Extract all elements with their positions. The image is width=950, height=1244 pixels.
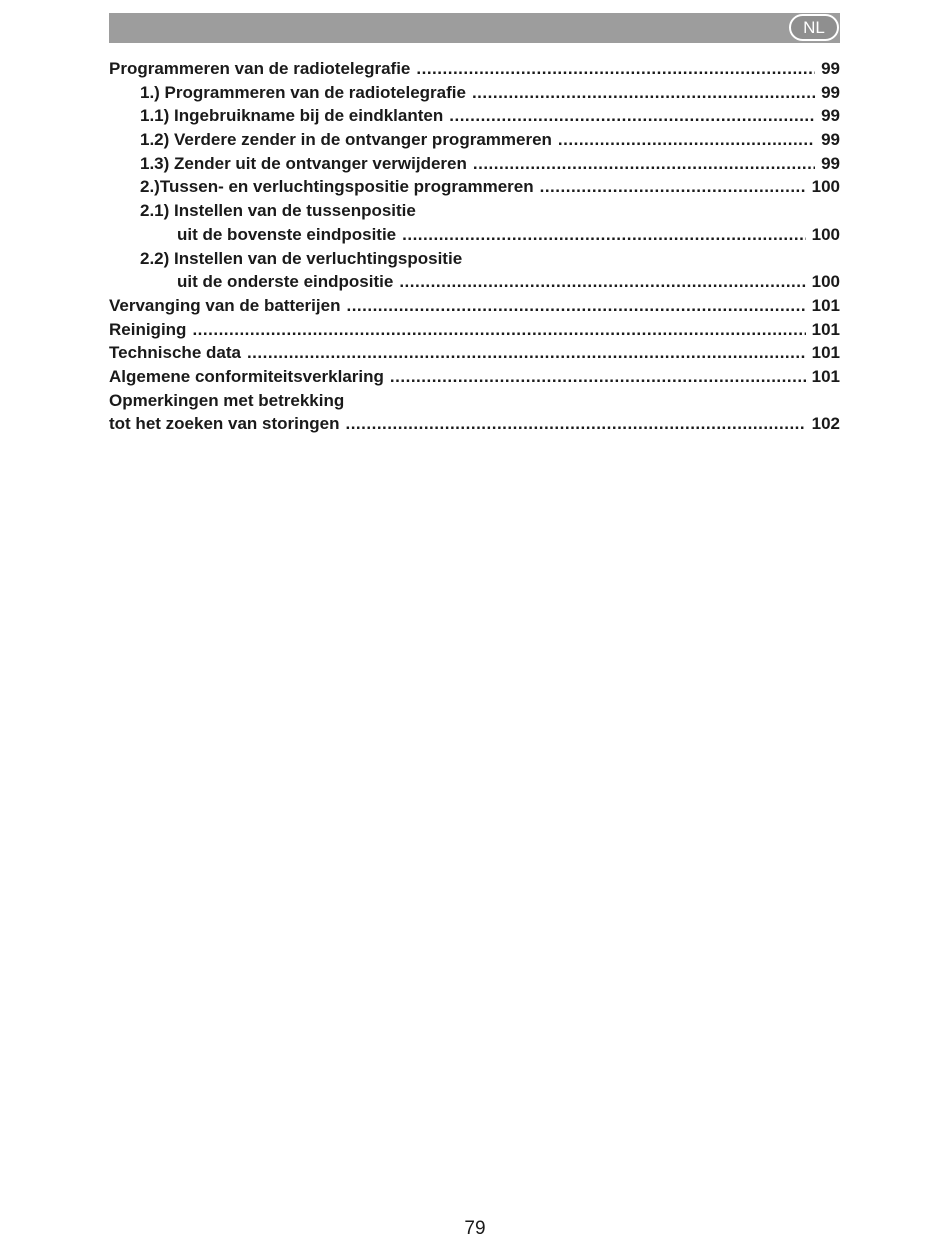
- toc-entry-label: Reiniging: [109, 319, 187, 339]
- toc-entry-label: Technische data: [109, 343, 241, 363]
- toc-entry-label: Vervanging van de batterijen: [109, 295, 341, 315]
- toc-entry: [109, 81, 840, 105]
- toc-entry-page: 99: [821, 82, 840, 102]
- toc-entry-label: 1.1) Ingebruikname bij de eindklanten: [140, 106, 444, 126]
- toc-entry-page: 99: [821, 106, 840, 126]
- header-bar: [109, 13, 840, 43]
- toc-entry-label: Algemene conformiteitsverklaring: [109, 366, 384, 386]
- toc-leader-dots: [345, 412, 805, 436]
- toc-entry-label: 2.2) Instellen van de verluchtingspositie: [140, 248, 463, 268]
- toc-entry-page: 100: [811, 272, 840, 292]
- toc-leader-dots: [346, 294, 805, 318]
- toc-entry: [109, 57, 840, 81]
- toc-entry-page: 102: [811, 414, 840, 434]
- toc-entry: [109, 199, 840, 223]
- toc-entry-label: uit de onderste eindpositie: [177, 272, 394, 292]
- toc-entry: [109, 104, 840, 128]
- toc-leader-dots: [558, 128, 815, 152]
- toc-entry-label: 1.2) Verdere zender in de ontvanger programmeren: [140, 130, 552, 150]
- toc-leader-dots: [192, 318, 805, 342]
- toc-leader-dots: [540, 175, 806, 199]
- toc-leader-dots: [402, 223, 805, 247]
- toc-entry: [109, 270, 840, 294]
- toc-leader-dots: [416, 57, 815, 81]
- toc-entry: [109, 247, 840, 271]
- toc-entry: [109, 294, 840, 318]
- toc-entry-page: 101: [811, 295, 840, 315]
- toc-entry-page: 101: [811, 366, 840, 386]
- toc-entry-page: 101: [811, 319, 840, 339]
- toc-entry-page: 100: [811, 177, 840, 197]
- language-badge: NL: [789, 14, 839, 41]
- toc-entry-page: 99: [821, 153, 840, 173]
- toc-entry: [109, 365, 840, 389]
- toc-entry-page: 100: [811, 224, 840, 244]
- toc-leader-dots: [247, 341, 806, 365]
- toc-entry: [109, 318, 840, 342]
- page-number: 79: [464, 1218, 486, 1239]
- toc-entry: [109, 341, 840, 365]
- toc-leader-dots: [449, 104, 815, 128]
- toc-entry-page: 99: [821, 130, 840, 150]
- toc-leader-dots: [390, 365, 806, 389]
- toc-entry-label: 2.)Tussen- en verluchtingspositie programmeren: [140, 177, 534, 197]
- toc-entry-label: tot het zoeken van storingen: [109, 414, 340, 434]
- toc-entry-label: uit de bovenste eindpositie: [177, 224, 397, 244]
- toc-leader-dots: [472, 81, 815, 105]
- toc-entry: [109, 128, 840, 152]
- toc-leader-dots: [399, 270, 805, 294]
- toc-entry-label: 2.1) Instellen van de tussenpositie: [140, 201, 416, 221]
- toc-entry: [109, 412, 840, 436]
- toc-entry-label: Opmerkingen met betrekking: [109, 390, 345, 410]
- toc-leader-dots: [473, 152, 815, 176]
- toc-entry-label: Programmeren van de radiotelegrafie: [109, 59, 411, 78]
- table-of-contents: [109, 57, 840, 436]
- toc-entry-page: 101: [811, 343, 840, 363]
- toc-entry: [109, 389, 840, 413]
- toc-entry-label: 1.) Programmeren van de radiotelegrafie: [140, 82, 466, 102]
- toc-entry: [109, 152, 840, 176]
- toc-entry-label: 1.3) Zender uit de ontvanger verwijderen: [140, 153, 467, 173]
- toc-entry: [109, 175, 840, 199]
- toc-entry-page: 99: [821, 59, 840, 78]
- toc-entry: [109, 223, 840, 247]
